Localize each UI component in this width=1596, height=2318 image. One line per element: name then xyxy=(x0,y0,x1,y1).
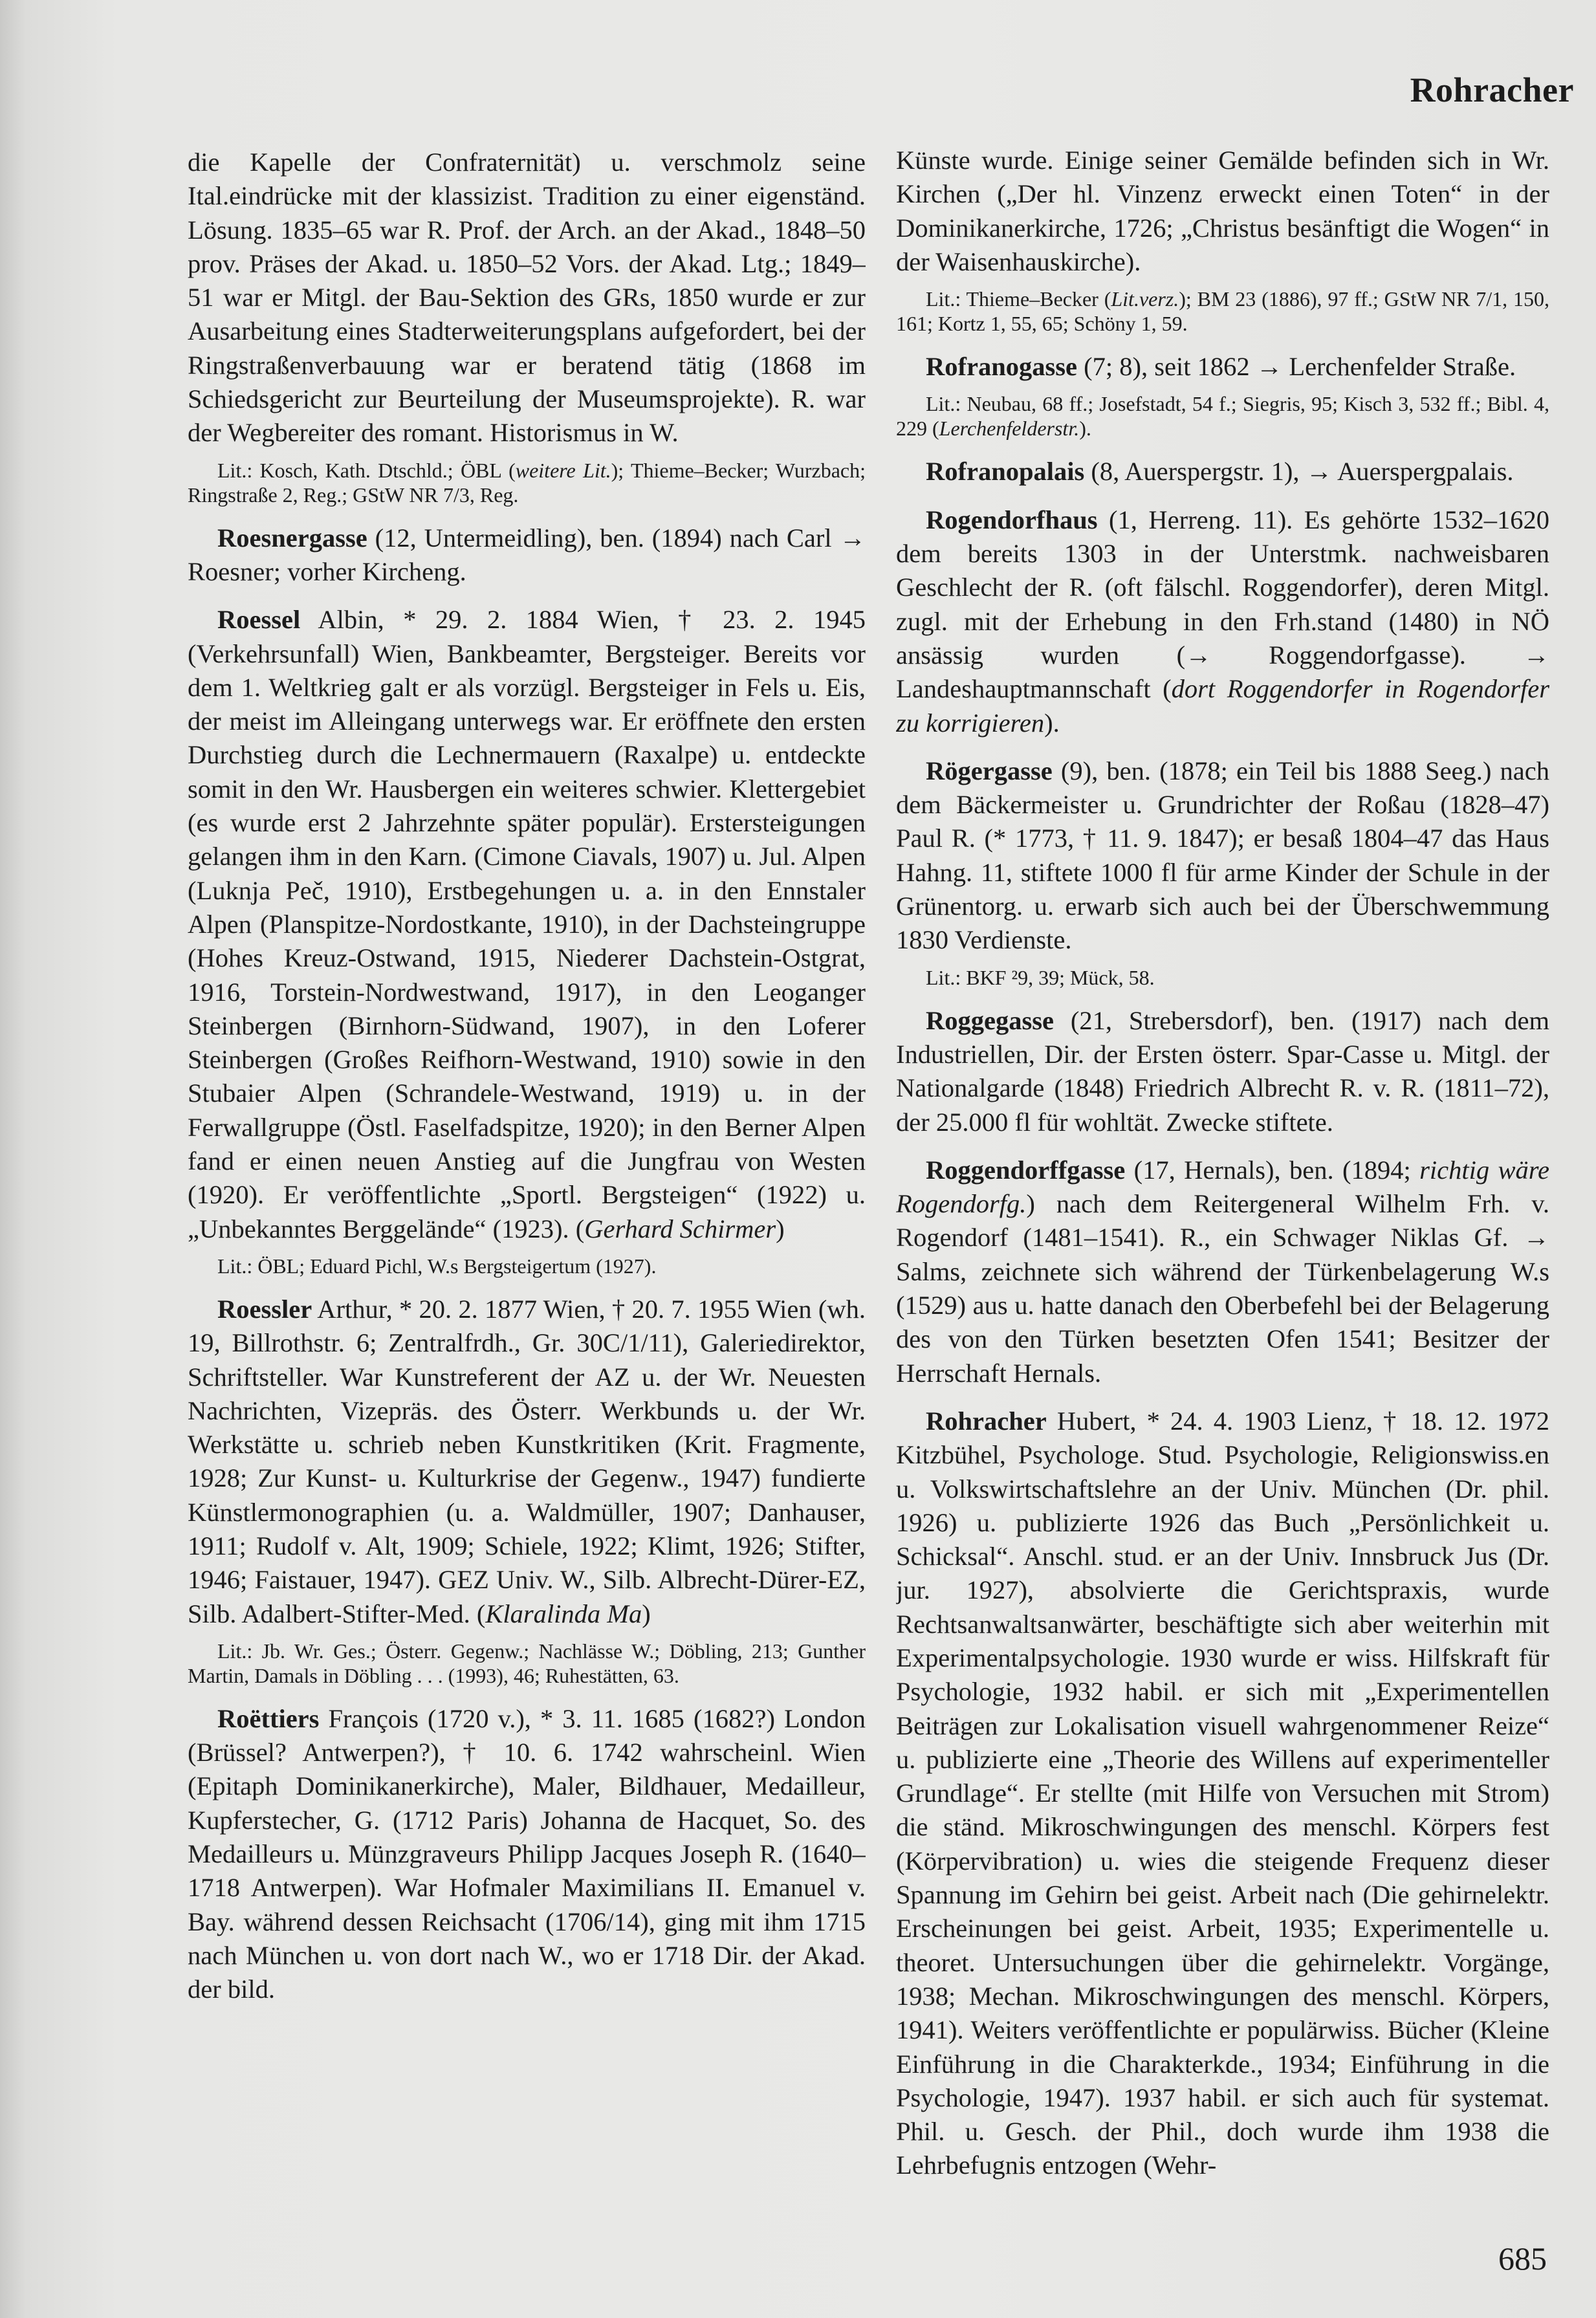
entry-text: (7; 8), seit 1862 → Lerchenfelder Straße. xyxy=(1077,352,1516,382)
entry-text: Albin, * 29. 2. 1884 Wien, † 23. 2. 1945 (Verkehrsunfall) Wien, Bankbeamter, Bergsteiger. Bereits vor dem 1. Weltkrieg galt er als vorzügl. Bergsteiger in Fels u. Eis, der meist im Alleingang unterwegs war. Er eröffnete den ersten Durchstieg durch die Lechnermauern (Raxalpe) u. entdeckte somit in den Wr. Hausbergen ein weiteres schwier. Klettergebiet (es wurde erst 2 Jahrzehnte später populär). Erstersteigungen gelangen ihm in den Karn. (Cimone Ciavals, 1907) u. Jul. Alpen (Luknja Peč, 1910), Erstbegehungen u. a. in den Ennstaler Alpen (Planspitze-Nordostkante, 1910), in der Dachsteingruppe (Hohes Kreuz-Ostwand, 1915, Niederer Dachstein-Ostgrat, 1916, Torstein-Nordwestwand, 1917), in den Leoganger Steinbergen (Birnhorn-Südwand, 1907), in den Loferer Steinbergen (Großes Reifhorn-Westwand, 1910) sowie in den Stubaier Alpen (Schrandele-Westwand, 1919) u. in der Ferwallgruppe (Östl. Faselfadspitze, 1920); in den Berner Alpen fand er einen neuen Anstieg auf die Jungfrau von Westen (1920). Er veröffentlichte „Sportl. Bergsteigen“ (1922) u. „Unbekanntes Berggelände“ (1923). ( xyxy=(188,605,866,1243)
entry-roessel xyxy=(188,603,866,1246)
lit-italic: Lit.verz. xyxy=(1111,287,1179,311)
lit-text: Lit.: Kosch, Kath. Dtschld.; ÖBL ( xyxy=(217,458,516,482)
lit-text: Lit.: ÖBL; Eduard Pichl, W.s Bergsteigertum (1927). xyxy=(217,1254,657,1278)
entry-headword: Rofranopalais xyxy=(926,457,1085,487)
entry-rohracher xyxy=(896,1405,1549,2183)
entry-text: Arthur, * 20. 2. 1877 Wien, † 20. 7. 1955 Wien (wh. 19, Billrothstr. 6; Zentralfrdh., Gr. 30C/1/11), Galeriedirektor, Schriftsteller. War Kunstreferent der AZ u. der Wr. Neuesten Nachrichten, Vizepräs. des Österr. Werkbunds u. der Wr. Werkstätte u. schrieb neben Kunstkritiken (Krit. Fragmente, 1928; Zur Kunst- u. Kulturkrise der Gegenw., 1947) fundierte Künstlermonographien (u. a. Waldmüller, 1907; Danhauser, 1911; Rudolf v. Alt, 1909; Schiele, 1922; Klimt, 1926; Stifter, 1946; Faistauer, 1947). GEZ Univ. W., Silb. Albrecht-Dürer-EZ, Silb. Adalbert-Stifter-Med. ( xyxy=(188,1294,866,1628)
left-column xyxy=(188,146,866,2235)
entry-text: Hubert, * 24. 4. 1903 Lienz, † 18. 12. 1972 Kitzbühel, Psychologe. Stud. Psychologie, Religionswiss.en u. Volkswirtschaftslehre an der Univ. München (Dr. phil. 1926) u. publizierte 1926 das Buch „Persönlichkeit u. Schicksal“. Anschl. stud. er an der Univ. Innsbruck Jus (Dr. jur. 1927), absolvierte die Gerichtspraxis, wurde Rechtsanwaltsanwärter, beschäftigte sich aber weiterhin mit Experimentalpsychologie. 1930 wurde er wiss. Hilfskraft für Psychologie, 1932 habil. er sich mit „Experimentellen Beiträgen zur Lokalisation visuell wahrgenommener Reize“ u. publizierte eine „Theorie des Willens auf experimenteller Grundlage“. Er stellte (mit Hilfe von Versuchen mit Strom) die ständ. Mikroschwingungen des menschl. Körpers fest (Körpervibration) u. wies die steigende Frequenz dieser Spannung im Gehirn bei geist. Arbeit nach (Die gehirnelektr. Erscheinungen bei geist. Arbeit, 1935; Experimentelle u. theoret. Untersuchungen über die gehirnelektr. Vorgänge, 1938; Mechan. Mikroschwingungen des menschl. Körpers, 1941). Weiters veröffentlichte er populärwiss. Bücher (Kleine Einführung in die Charakterkde., 1934; Einführung in die Psychologie, 1947). 1937 habil. er sich auch für systemat. Phil. u. Gesch. der Phil., doch wurde ihm 1938 die Lehrbefugnis entzogen (Wehr- xyxy=(896,1406,1549,2180)
entry-headword: Rohracher xyxy=(926,1406,1047,1436)
entry-headword: Rogendorfhaus xyxy=(926,505,1098,534)
entry-roettiers xyxy=(188,1702,866,2007)
entry-roegergasse xyxy=(896,754,1549,957)
right-column xyxy=(896,144,1549,2233)
entry-continuation xyxy=(188,146,866,450)
entry-continuation xyxy=(896,144,1549,279)
entry-roessler xyxy=(188,1293,866,1631)
entry-text: François (1720 v.), * 3. 11. 1685 (1682?) London (Brüssel? Antwerpen?), † 10. 6. 1742 wahrscheinl. Wien (Epitaph Dominikanerkirche), Maler, Bildhauer, Medailleur, Kupferstecher, G. (1712 Paris) Johanna de Hacquet, So. des Medailleurs u. Münzgraveurs Philipp Jacques Joseph R. (1640–1718 Antwerpen). War Hofmaler Maximilians II. Emanuel v. Bay. während dessen Reichsacht (1706/14), ging mit ihm 1715 nach München u. von dort nach W., wo er 1718 Dir. der Akad. der bild. xyxy=(188,1703,866,2004)
entry-headword: Roëttiers xyxy=(217,1703,320,1733)
entry-headword: Roggegasse xyxy=(926,1005,1054,1035)
entry-rogendorfhaus xyxy=(896,503,1549,740)
entry-roggegasse xyxy=(896,1004,1549,1139)
entry-headword: Roggendorffgasse xyxy=(926,1155,1126,1185)
author-name: Gerhard Schirmer xyxy=(584,1214,776,1243)
lit-text: Lit.: BKF ²9, 39; Mück, 58. xyxy=(926,965,1155,989)
entry-text: (21, Strebersdorf), ben. (1917) nach dem Industriellen, Dir. der Ersten österr. Spar-Casse u. Mitgl. der Nationalgarde (1848) Friedrich Albrecht R. v. R. (1811–72), der 25.000 fl für wohltät. Zwecke stiftete. xyxy=(896,1005,1549,1137)
entry-tail: ) xyxy=(642,1599,651,1628)
entry-headword: Rofranogasse xyxy=(926,352,1077,382)
literature-note xyxy=(188,1254,866,1278)
lit-text: Lit.: Thieme–Becker ( xyxy=(926,287,1111,311)
author-name: Klaralinda Ma xyxy=(485,1599,642,1628)
literature-note xyxy=(896,965,1549,990)
lit-text-end: ); BM 23 (1886), 97 ff.; GStW NR 7/1, 150, 161; Kortz 1, 55, 65; Schöny 1, 59. xyxy=(896,287,1549,336)
entry-headword: Rögergasse xyxy=(926,756,1053,785)
literature-note xyxy=(188,458,866,507)
entry-italic: richtig wäre Rogendorfg. xyxy=(896,1155,1549,1219)
lit-text-end: ). xyxy=(1079,417,1091,441)
entry-roggendorffgasse xyxy=(896,1154,1549,1390)
lit-italic: Lerchenfelderstr. xyxy=(939,417,1080,441)
entry-rofranogasse xyxy=(896,350,1549,384)
entry-text: die Kapelle der Confraternität) u. verschmolz seine Ital.eindrücke mit der klassizist. Tradition zu einer eigenständ. Lösung. 1835–65 war R. Prof. der Arch. an der Akad., 1848–50 prov. Präses der Akad. u. 1850–52 Vors. der Akad. Ltg.; 1849–51 war er Mitgl. der Bau-Sektion des GRs, 1850 wurde er zur Ausarbeitung eines Stadterweiterungsplans aufgefordert, bei der Ringstraßenverbauung war er beratend tätig (1868 im Schiedsgericht zur Beurteilung der Museumsprojekte). R. war der Wegbereiter des romant. Historismus in W. xyxy=(188,148,866,448)
entry-tail: ). xyxy=(1044,708,1060,738)
entry-text: (9), ben. (1878; ein Teil bis 1888 Seeg.) nach dem Bäckermeister u. Grundrichter der Roßau (1828–47) Paul R. (* 1773, † 11. 9. 1847); er besaß 1804–47 das Haus Hahng. 11, stiftete 1000 fl für arme Kinder der Schule in der Grünentorg. u. erwarb sich auch bei der Überschwemmung 1830 Verdienste. xyxy=(896,756,1549,955)
running-head: Rohracher xyxy=(1410,71,1574,109)
lit-text-end: ); Thieme–Becker; Wurzbach; Ringstraße 2, Reg.; GStW NR 7/3, Reg. xyxy=(188,458,866,507)
entry-headword: Roessel xyxy=(217,605,301,635)
entry-text: (12, Untermeidling), ben. (1894) nach Carl → Roesner; vorher Kircheng. xyxy=(188,523,866,586)
entry-text: Künste wurde. Einige seiner Gemälde befinden sich in Wr. Kirchen („Der hl. Vinzenz erweckt einen Toten“ in der Dominikanerkirche, 1726; „Christus besänftigt die Wogen“ in der Waisenhauskirche). xyxy=(896,146,1549,276)
lit-italic: weitere Lit. xyxy=(515,458,611,482)
lit-text: Lit.: Jb. Wr. Ges.; Österr. Gegenw.; Nachlässe W.; Döbling, 213; Gunther Martin, Damals in Döbling . . . (1993), 46; Ruhestätten, 63. xyxy=(188,1639,866,1687)
literature-note xyxy=(896,391,1549,441)
entry-headword: Roessler xyxy=(217,1294,312,1324)
entry-tail: ) xyxy=(776,1214,785,1243)
literature-note xyxy=(896,287,1549,336)
entry-tail: ) nach dem Reitergeneral Wilhelm Frh. v. Rogendorf (1481–1541). R., ein Schwager Niklas Gf. → Salms, zeichnete sich während der Türkenbelagerung W.s (1529) aus u. hatte danach den Oberbefehl bei der Belagerung des von den Türken besetzten Ofen 1541; Besitzer der Herrschaft Hernals. xyxy=(896,1189,1549,1388)
page-number: 685 xyxy=(1498,2240,1547,2277)
entry-italic: dort Roggendorfer in Rogendorfer zu korrigieren xyxy=(896,674,1549,738)
entry-text: (8, Auerspergstr. 1), → Auerspergpalais. xyxy=(1084,457,1514,487)
literature-note xyxy=(188,1639,866,1688)
entry-headword: Roesnergasse xyxy=(217,523,367,552)
lit-text: Lit.: Neubau, 68 ff.; Josefstadt, 54 f.; Siegris, 95; Kisch 3, 532 ff.; Bibl. 4, 229 ( xyxy=(896,392,1549,441)
entry-rofranopalais xyxy=(896,455,1549,488)
entry-text: (17, Hernals), ben. (1894; xyxy=(1125,1155,1420,1185)
entry-roesnergasse xyxy=(188,521,866,589)
entry-text: (1, Herreng. 11). Es gehörte 1532–1620 dem bereits 1303 in der Unterstmk. nachweisbaren Geschlecht der R. (oft fälschl. Roggendorfer), deren Mitgl. zugl. mit der Erhebung in den Frh.stand (1480) in NÖ ansässig wurden (→ Roggendorfgasse). → Landeshauptmannschaft ( xyxy=(896,505,1549,704)
